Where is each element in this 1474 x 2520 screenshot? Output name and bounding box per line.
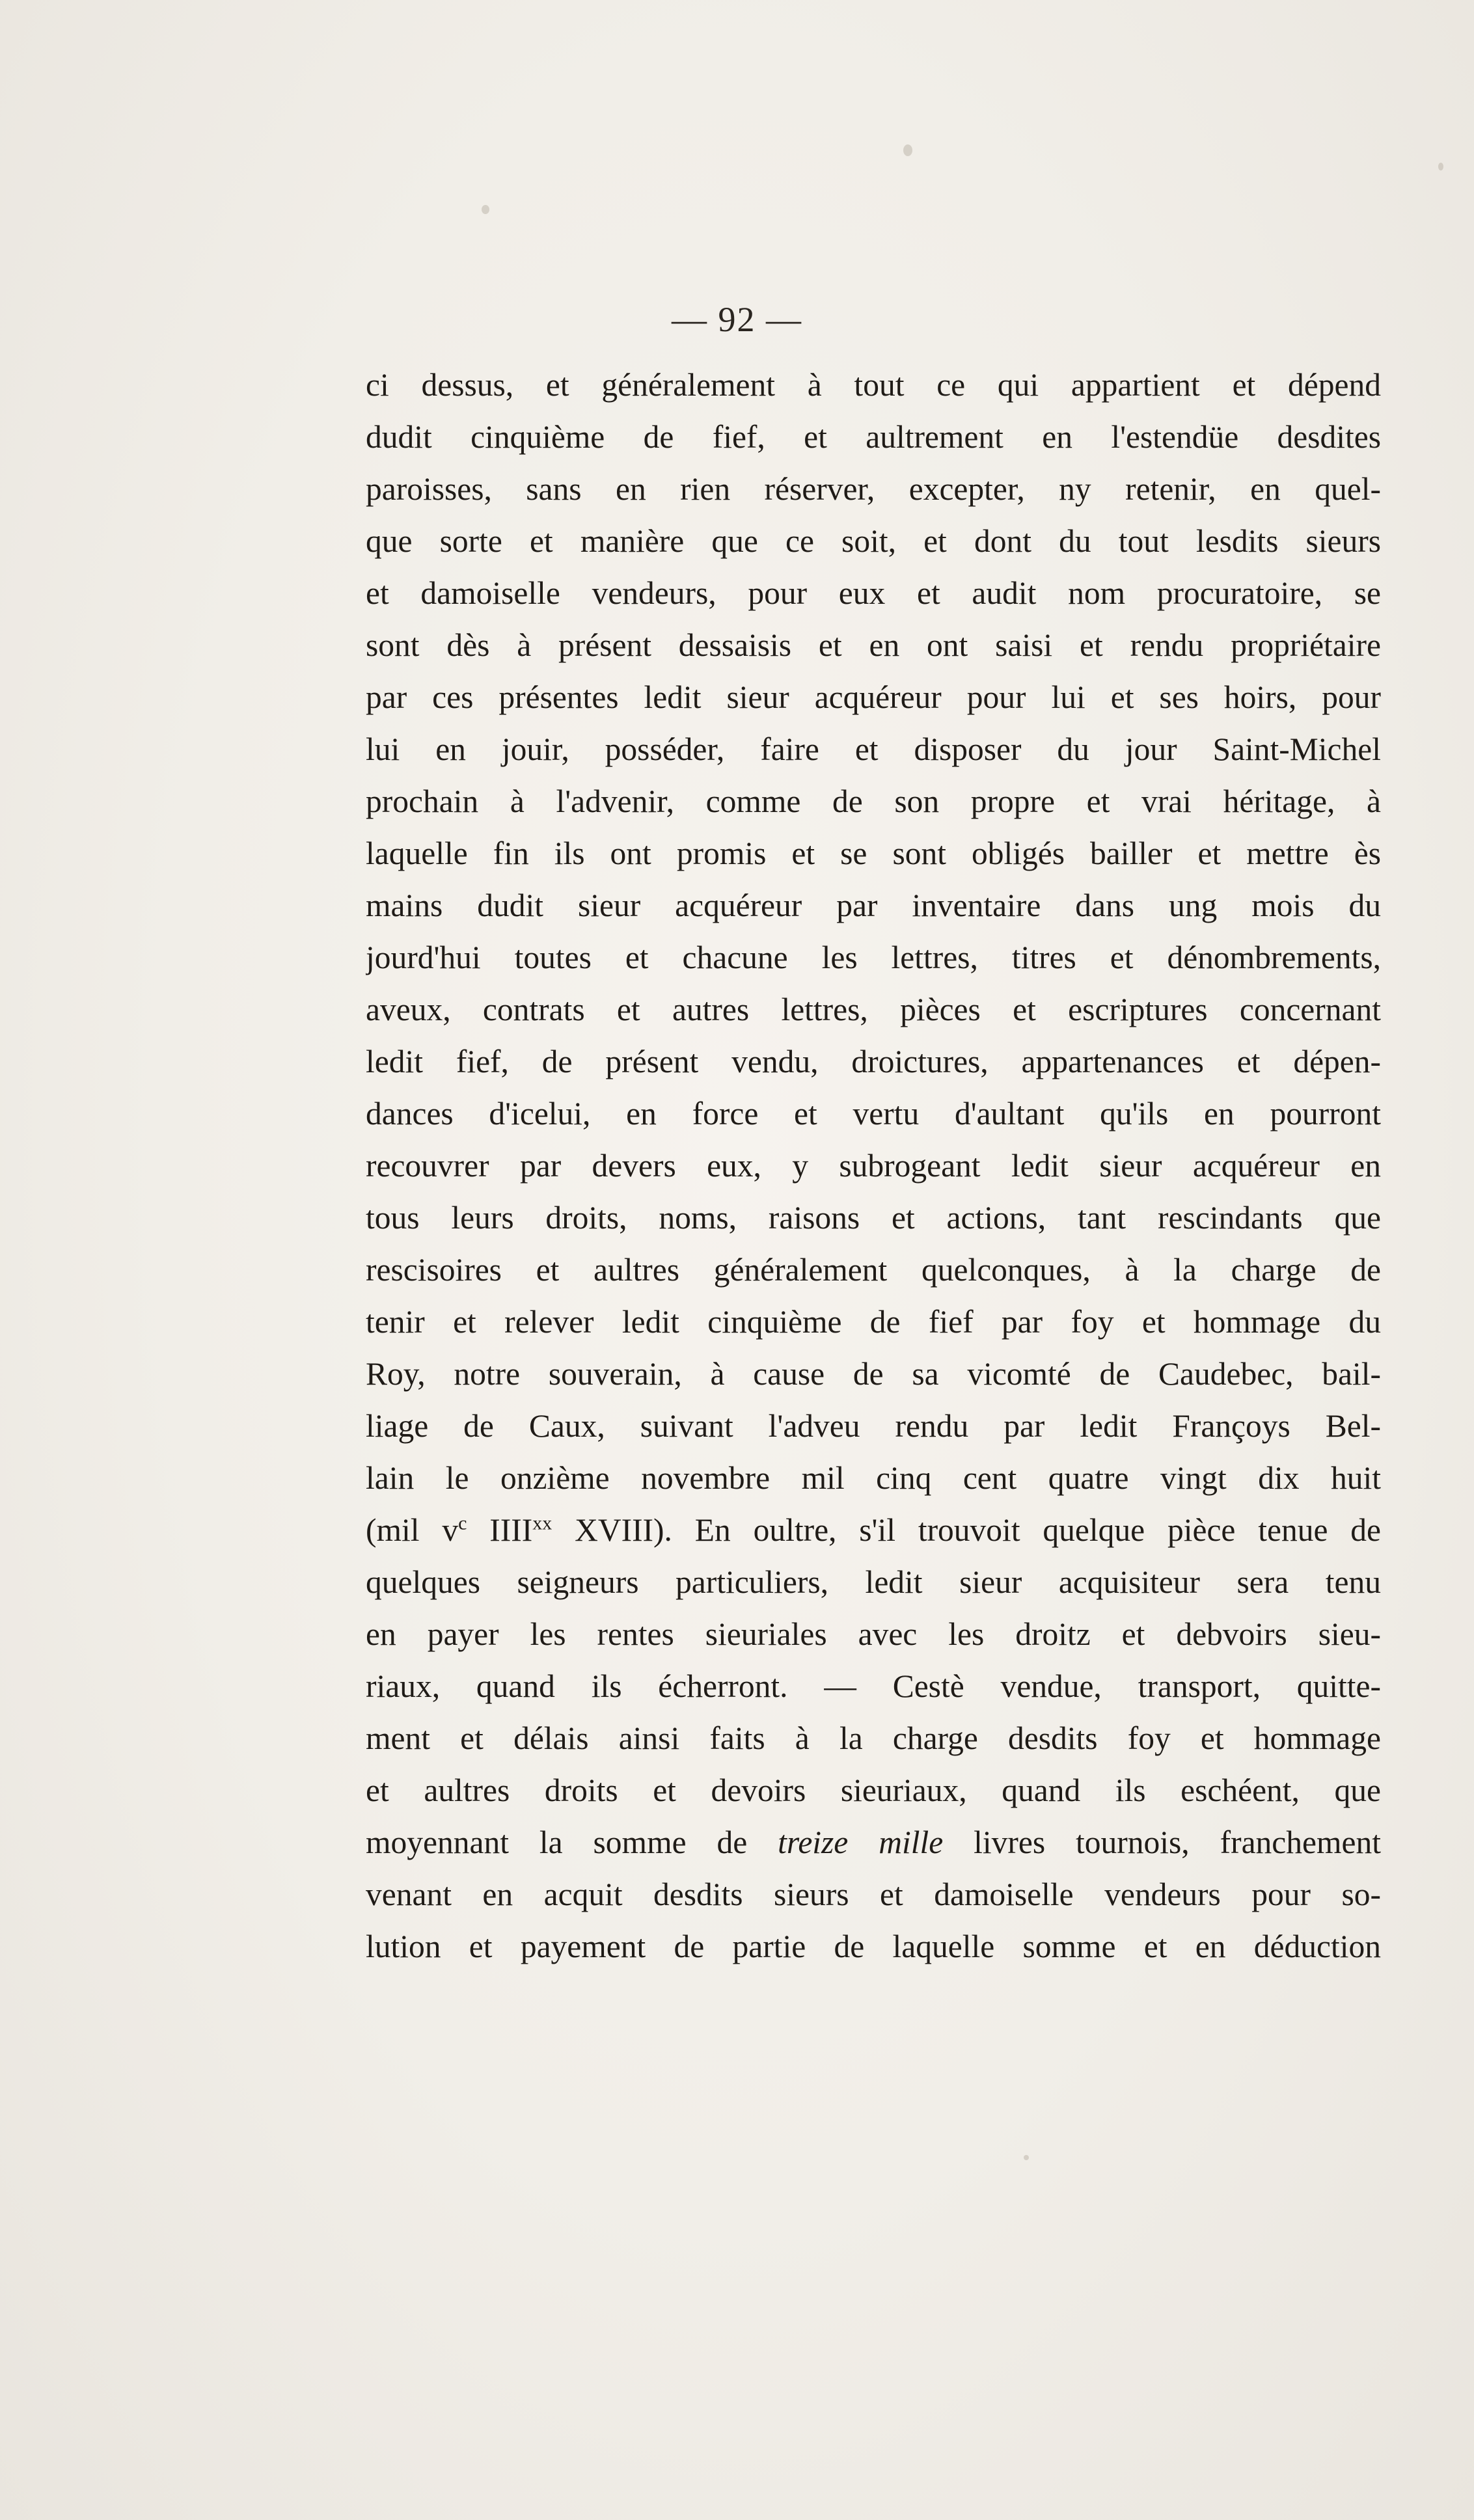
text-line: par ces présentes ledit sieur acquéreur pour lui et ses hoirs, pour [366,679,1381,715]
line-fragment: XVIII). En oultre, s'il trouvoit quelque pièce tenue de [552,1512,1381,1548]
line-fragment: (mil v [366,1512,459,1548]
text-line: Roy, notre souverain, à cause de sa vicomté de Caudebec, bail- [366,1356,1381,1392]
line-fragment: livres tournois, franchement [943,1824,1381,1860]
line-fragment: moyennant la somme de [366,1824,778,1860]
text-line: rescisoires et aultres généralement quelconques, à la charge de [366,1252,1381,1288]
text-line: paroisses, sans en rien réserver, excepter, ny retenir, en quel- [366,471,1381,507]
text-line: prochain à l'advenir, comme de son propre et vrai héritage, à [366,783,1381,819]
text-line: lution et payement de partie de laquelle somme et en déduction [366,1929,1381,1964]
text-line-with-numerals [366,1504,1381,1556]
text-line: jourd'hui toutes et chacune les lettres, titres et dénombrements, [366,940,1381,975]
superscript: xx [532,1512,553,1534]
text-line: recouvrer par devers eux, y subrogeant ledit sieur acquéreur en [366,1148,1381,1184]
text-line: venant en acquit desdits sieurs et damoiselle vendeurs pour so- [366,1876,1381,1912]
text-line: aveux, contrats et autres lettres, pièces et escriptures concernant [366,992,1381,1027]
paper-spot [1024,2155,1029,2160]
text-line: riaux, quand ils écherront. — Cestè vendue, transport, quitte- [366,1668,1381,1704]
text-line: lui en jouir, posséder, faire et disposer du jour Saint-Michel [366,731,1381,767]
text-line: mains dudit sieur acquéreur par inventaire dans ung mois du [366,887,1381,923]
text-line: ment et délais ainsi faits à la charge desdits foy et hommage [366,1720,1381,1756]
paper-spot [903,144,912,156]
text-line: et aultres droits et devoirs sieuriaux, quand ils eschéent, que [366,1772,1381,1808]
text-line: dances d'icelui, en force et vertu d'aultant qu'ils en pourront [366,1096,1381,1131]
page-number: — 92 — [672,300,802,339]
italic-amount: treize mille [778,1824,944,1860]
text-line: ledit fief, de présent vendu, droictures, appartenances et dépen- [366,1044,1381,1079]
paper-spot [482,205,489,214]
text-line: lain le onzième novembre mil cinq cent quatre vingt dix huit [366,1460,1381,1496]
text-line: que sorte et manière que ce soit, et dont du tout lesdits sieurs [366,523,1381,559]
text-line: dudit cinquième de fief, et aultrement en l'estendüe desdites [366,419,1381,455]
line-fragment: IIII [467,1512,533,1548]
text-line: en payer les rentes sieuriales avec les droitz et debvoirs sieu- [366,1616,1381,1652]
text-line: et damoiselle vendeurs, pour eux et audit nom procuratoire, se [366,575,1381,611]
text-line: tenir et relever ledit cinquième de fief par foy et hommage du [366,1304,1381,1340]
text-line: liage de Caux, suivant l'adveu rendu par ledit Françoys Bel- [366,1408,1381,1444]
text-line: quelques seigneurs particuliers, ledit sieur acquisiteur sera tenu [366,1564,1381,1600]
text-line: ci dessus, et généralement à tout ce qui appartient et dépend [366,367,1381,403]
body-text [366,359,1381,1973]
text-line-with-italic [366,1817,1381,1869]
text-line: laquelle fin ils ont promis et se sont obligés bailler et mettre ès [366,835,1381,871]
text-line: tous leurs droits, noms, raisons et actions, tant rescindants que [366,1200,1381,1236]
superscript: c [458,1512,467,1534]
text-line: sont dès à présent dessaisis et en ont saisi et rendu propriétaire [366,627,1381,663]
paper-spot [1438,163,1443,170]
